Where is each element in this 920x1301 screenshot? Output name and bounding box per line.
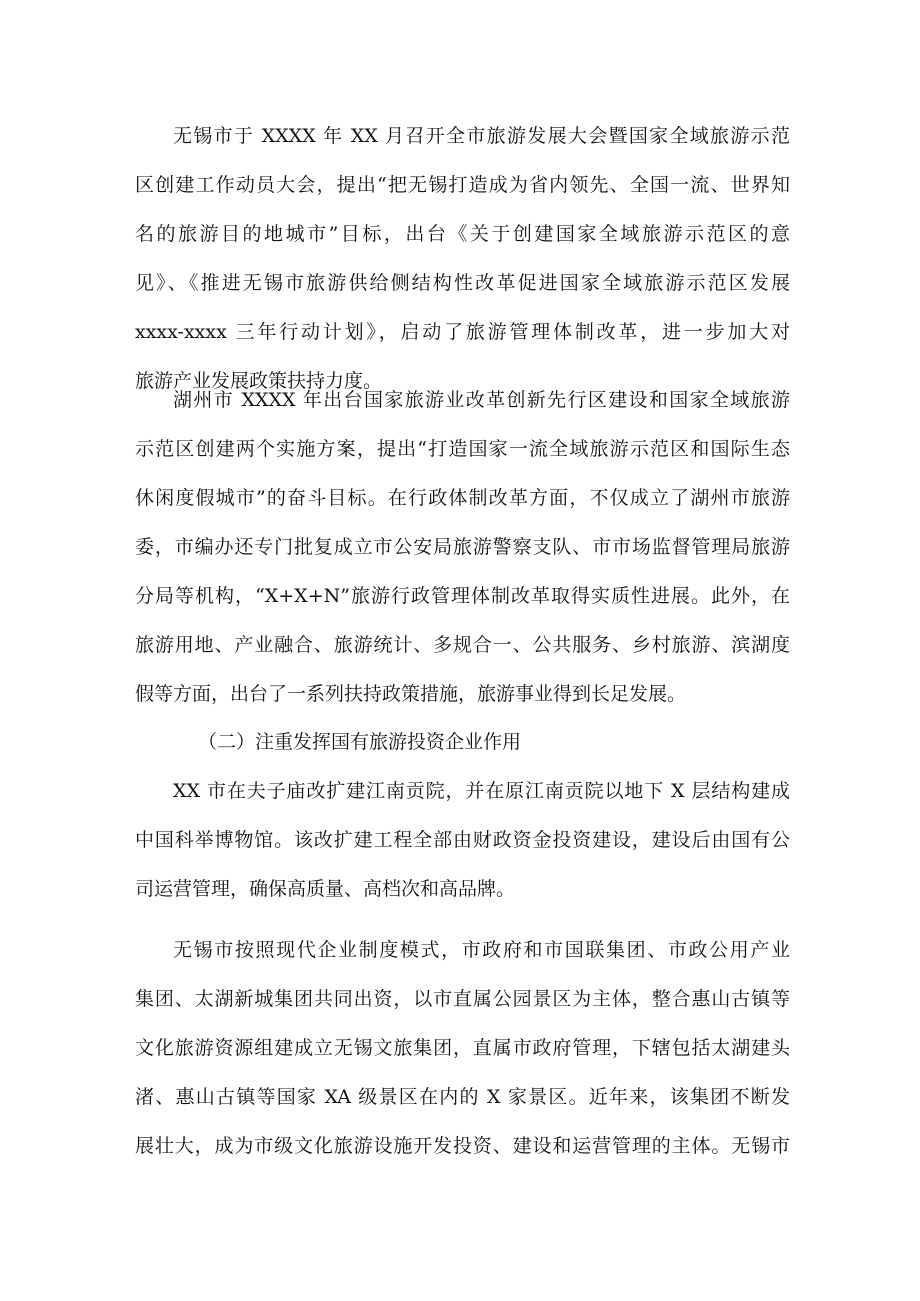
- text-line: 见》、《推进无锡市旅游供给侧结构性改革促进国家全域旅游示范区发展: [135, 272, 790, 294]
- text-line: 湖州市 XXXX 年出台国家旅游业改革创新先行区建设和国家全域旅游: [173, 389, 790, 411]
- paragraph-huzhou-reform: [135, 376, 790, 719]
- text-line: 示范区创建两个实施方案，提出“打造国家一流全域旅游示范区和国际生态: [135, 438, 790, 460]
- text-line: 旅游用地、产业融合、旅游统计、多规合一、公共服务、乡村旅游、滨湖度: [135, 634, 790, 656]
- text-line: 司运营管理，确保高质量、高档次和高品牌。: [135, 878, 516, 900]
- text-line: 假等方面，出台了一系列扶持政策措施，旅游事业得到长足发展。: [135, 683, 687, 705]
- text-line: 分局等机构，“X+X+N”旅游行政管理体制改革取得实质性进展。此外，在: [135, 585, 790, 607]
- text-line: xxxx-xxxx 三年行动计划》，启动了旅游管理体制改革，进一步加大对: [135, 321, 790, 343]
- text-line: 休闲度假城市”的奋斗目标。在行政体制改革方面，不仅成立了湖州市旅游: [135, 487, 790, 509]
- text-line: 集团、太湖新城集团共同出资，以市直属公园景区为主体，整合惠山古镇等: [135, 988, 790, 1010]
- text-line: XX 市在夫子庙改扩建江南贡院，并在原江南贡院以地下 X 层结构建成: [173, 780, 790, 802]
- text-line: 展壮大，成为市级文化旅游设施开发投资、建设和运营管理的主体。无锡市: [135, 1135, 790, 1157]
- text-line: 中国科举博物馆。该改扩建工程全部由财政资金投资建设，建设后由国有公: [135, 829, 790, 851]
- text-line: 名的旅游目的地城市”目标，出台《关于创建国家全域旅游示范区的意: [135, 223, 790, 245]
- text-line: 委，市编办还专门批复成立市公安局旅游警察支队、市市场监督管理局旅游: [135, 536, 790, 558]
- text-line: 文化旅游资源组建成立无锡文旅集团，直属市政府管理，下辖包括太湖建头: [135, 1037, 790, 1059]
- text-line: 渚、惠山古镇等国家 XA 级景区在内的 X 家景区。近年来，该集团不断发: [135, 1086, 790, 1108]
- paragraph-jiangnan-gongyuan: [135, 767, 790, 914]
- section-heading: （二）注重发挥国有旅游投资企业作用: [198, 731, 522, 753]
- text-line: 无锡市于 XXXX 年 XX 月召开全市旅游发展大会暨国家全域旅游示范: [173, 125, 790, 147]
- paragraph-wuxi-culture-tourism-group: [135, 926, 790, 1171]
- text-line: 区创建工作动员大会，提出“把无锡打造成为省内领先、全国一流、世界知: [135, 174, 790, 196]
- text-line: 无锡市按照现代企业制度模式，市政府和市国联集团、市政公用产业: [173, 939, 790, 961]
- text-line: 旅游产业发展政策扶持力度。: [135, 370, 383, 392]
- paragraph-wuxi-tourism-conference: [135, 112, 790, 406]
